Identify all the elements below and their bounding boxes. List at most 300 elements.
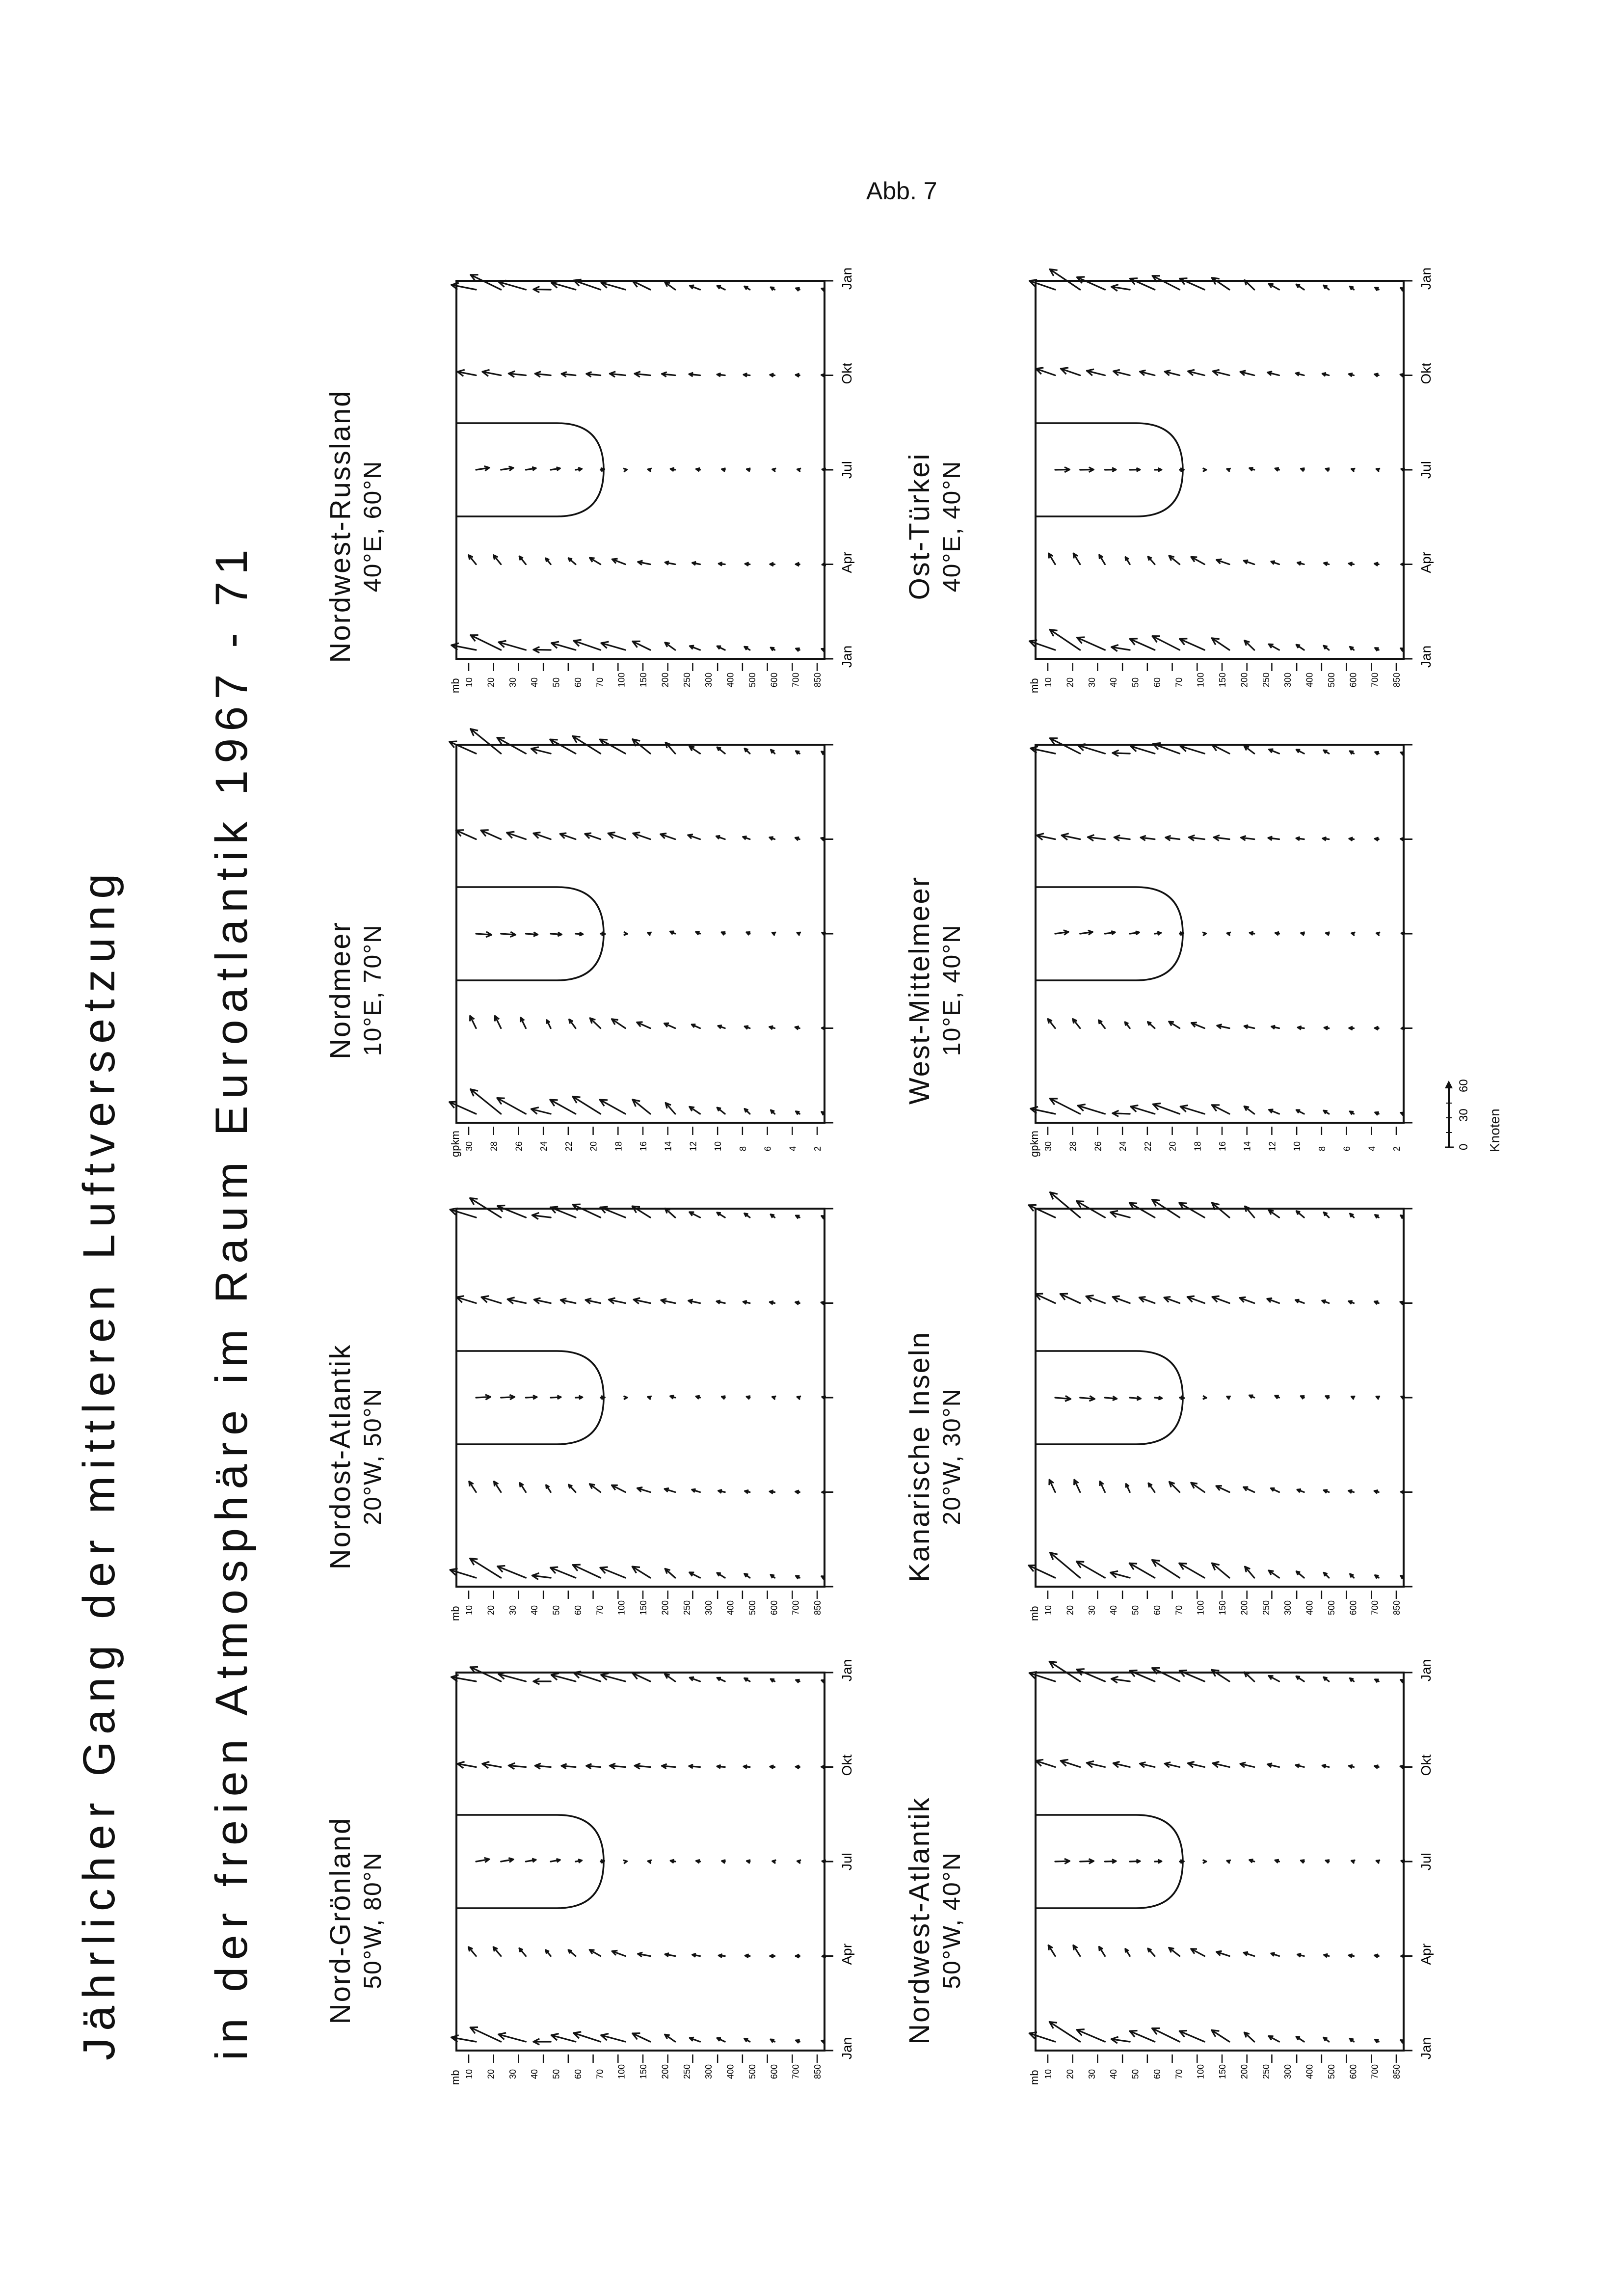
level-tick-label: 40 [1109,1605,1119,1615]
wind-vector-arrow [601,281,625,290]
wind-vector-arrow [1029,2032,1055,2042]
level-tick-label: 200 [660,672,670,687]
wind-vector-arrow [623,468,627,472]
wind-vector-arrow [573,1204,600,1217]
wind-vector-arrow [576,1860,582,1863]
wind-vector-arrow [746,1396,750,1400]
wind-vector-arrow [608,833,625,839]
wind-vector-arrow [1155,1860,1162,1863]
wind-vector-arrow [1269,1109,1279,1114]
wind-vector-arrow [532,1213,551,1219]
wind-vector-arrow [1324,1677,1329,1681]
wind-vector-arrow [1129,1563,1154,1578]
axis-ticks-top [469,663,817,671]
month-label: Okt [839,1754,854,1776]
wind-vector-arrow [1375,2040,1379,2043]
level-tick-label: 18 [1193,1141,1203,1151]
wind-vector-arrow [796,751,800,755]
level-tick-label: 30 [507,2069,518,2079]
wind-vector-arrow [550,1100,576,1114]
wind-vector-arrow [1049,1480,1055,1492]
wind-vector-arrow [1192,1023,1205,1028]
wind-vector-arrow [590,558,601,564]
level-tick-label: 50 [1130,1605,1141,1615]
wind-vector-arrow [452,2035,476,2042]
axis-unit-label: mb [1028,1606,1040,1621]
wind-vector-arrow [1298,562,1304,565]
wind-vector-arrow [1112,645,1130,651]
wind-vector-arrow [452,283,476,290]
wind-vector-arrow [692,562,700,565]
level-tick-label: 400 [725,672,736,687]
wind-vector-arrow [498,1205,526,1217]
wind-vector-arrow [1244,1025,1254,1028]
month-label: Jan [1418,267,1434,290]
wind-vector-arrow [1297,1489,1304,1493]
axis-ticks-top [469,1591,817,1599]
level-tick-label: 150 [639,2064,648,2079]
month-axis [825,268,854,668]
wind-vector-arrow [1152,1668,1180,1681]
level-tick-label: 600 [1348,1600,1358,1615]
wind-vector-arrow [1130,1860,1140,1863]
axis-unit-label: mb [1028,2070,1040,2085]
wind-vector-arrow [456,1296,476,1303]
wind-vector-arrow [610,1763,625,1769]
month-axis [825,1659,854,2059]
wind-vector-arrow [471,729,501,754]
wind-vector-arrow [1030,640,1055,650]
wind-vector-arrow [589,1950,600,1956]
level-tick-label: 850 [813,672,823,687]
wind-vector-arrow [696,932,700,935]
wind-vector-arrow [718,1954,725,1958]
wind-vector-arrow [1269,284,1279,290]
level-tick-label: 500 [747,2064,757,2079]
wind-vector-arrow [665,643,675,650]
wind-vector-arrow [717,1107,725,1114]
station-name-nord-groenland: Nord-Grönland [324,1816,356,2025]
level-tick-label: 20 [486,677,496,687]
wind-vector-arrow [665,1209,675,1218]
wind-vector-arrow [1191,557,1204,564]
wind-vector-arrow [1269,749,1279,754]
wind-vector-arrow [551,1859,560,1862]
wind-vector-arrow [1349,1765,1354,1768]
level-tick-label: 2 [1392,1146,1402,1151]
wind-vector-arrow [717,747,725,754]
wind-vector-arrow [456,830,476,839]
month-axis [1404,745,1412,1123]
wind-vector-arrow [535,372,551,377]
wind-vector-arrow [1187,1296,1204,1303]
wind-vector-arrow [1268,837,1279,840]
wind-vector-arrow [1375,1575,1379,1579]
wind-vector-arrow [1155,468,1162,471]
wind-vector-arrow [717,286,725,290]
level-tick-label: 40 [1109,677,1119,687]
wind-vector-arrow [1179,1563,1204,1578]
level-tick-label: 200 [1239,1600,1250,1615]
wind-vector-arrow [450,1568,476,1578]
wind-vector-arrow [494,555,501,565]
wind-vector-arrow [1268,1763,1279,1767]
wind-vector-arrow [1029,1205,1055,1217]
wind-vector-arrow [1080,467,1094,472]
month-label: Okt [839,362,854,384]
wind-vector-arrow [1141,836,1155,840]
panel-nordost-atlantik [422,1194,844,1621]
wind-vector-arrow [1080,1859,1094,1864]
wind-vector-arrow [1240,371,1254,376]
level-tick-label: 20 [1168,1141,1178,1151]
level-tick-label: 40 [530,1605,540,1615]
wind-vector-arrow [1297,1571,1304,1578]
wind-vector-arrow [1349,1954,1354,1958]
wind-vector-arrow [745,1490,750,1493]
wind-vector-arrow [1352,932,1356,936]
level-tick-label: 150 [639,1600,648,1615]
month-label: Jan [839,2037,854,2059]
wind-vector-arrow [532,1107,551,1114]
wind-vector-arrow [1125,557,1130,565]
wind-vector-arrow [798,1860,801,1864]
wind-vector-arrow [1077,1562,1105,1578]
wind-vector-arrow [745,749,750,754]
wind-vector-arrow [717,1300,725,1304]
wind-vector-arrow [796,2040,800,2043]
level-tick-label: 10 [1043,677,1053,687]
wind-vector-arrow [1170,1482,1180,1492]
scale-tick-0: 0 [1457,1143,1470,1150]
wind-vector-arrow [717,1677,725,1681]
level-tick-label: 18 [613,1141,624,1151]
wind-vector-arrow [450,741,476,754]
wind-vector-arrow [1105,1860,1116,1864]
wind-vector-arrow [771,1679,774,1682]
wind-vector-arrow [499,1673,526,1681]
wind-vector-arrow [552,642,576,650]
level-tick-label: 600 [1348,2064,1358,2079]
wind-vector-arrow [822,1765,825,1769]
wind-vector-arrow [1212,1105,1229,1114]
wind-vector-arrow [632,1567,650,1578]
level-tick-labels [464,2064,823,2079]
wind-vector-arrow [665,2034,675,2042]
month-label: Apr [839,1943,854,1965]
wind-vector-arrow [692,1489,700,1492]
level-tick-label: 250 [1261,672,1271,687]
wind-vector-arrow [1275,1396,1279,1399]
wind-vector-arrow [1105,931,1115,935]
month-label: Jan [1418,2037,1434,2059]
wind-vector-arrow [624,1396,627,1400]
wind-vector-arrow [1111,1676,1130,1683]
wind-vector-arrow [497,1098,526,1114]
wind-vector-arrow [1296,373,1304,376]
wind-vector-arrow [718,1026,725,1029]
wind-vector-arrow [560,833,576,839]
wind-vector-arrow [499,280,526,290]
wind-vector-arrow [1080,930,1092,935]
wind-vector-arrow [692,1953,700,1957]
level-tick-label: 50 [551,1605,561,1615]
wind-vector-arrow [1148,557,1155,565]
wind-vector-arrow [633,2033,650,2042]
level-tick-label: 26 [514,1141,524,1151]
wind-vector-arrow [633,281,650,290]
station-coords-west-mittelmeer: 10°E, 40°N [938,924,965,1056]
wind-vector-arrow [526,1395,536,1399]
wind-vector-arrow [1188,370,1205,376]
wind-vector-arrow [665,1023,675,1028]
wind-vector-arrow [637,1022,650,1028]
wind-vector-arrow [638,561,650,565]
wind-vector-arrow [1078,1105,1105,1114]
level-tick-label: 22 [563,1141,574,1151]
wind-vector-arrow [1152,1560,1180,1578]
wind-vector-arrow [1049,553,1055,564]
month-label: Jan [839,645,854,668]
level-tick-labels [1043,1141,1402,1151]
level-tick-label: 850 [1392,2064,1402,2079]
wind-vector-arrow [1324,646,1329,650]
wind-vector-arrow [532,747,551,754]
wind-vector-arrow [665,1488,675,1492]
wind-vector-arrow [1050,738,1080,754]
wind-vector-arrow [1105,1396,1117,1400]
month-label: Jan [839,1659,854,1681]
wind-vector-arrow [1055,467,1069,472]
station-coords-nordwest-russland: 40°E, 60°N [359,460,386,593]
wind-vector-arrow [507,832,526,839]
wind-vector-arrow [1191,1483,1204,1492]
wind-vector-arrow [1212,1563,1229,1578]
wind-vector-arrow [690,746,700,754]
wind-vector-arrow [796,1679,800,1683]
level-tick-label: 10 [464,677,474,687]
wind-vector-arrow [519,1948,526,1956]
wind-vector-arrow [450,1208,476,1217]
level-tick-label: 700 [1370,672,1380,687]
level-tick-label: 70 [595,2069,605,2079]
wind-vector-arrow [469,1482,476,1492]
level-tick-label: 10 [464,1605,474,1615]
wind-vector-arrow [457,1762,476,1768]
wind-vector-arrow [1326,468,1330,472]
wind-vector-arrow [745,2039,750,2042]
wind-vector-arrow [1130,1396,1141,1400]
level-tick-label: 500 [1326,1600,1336,1615]
wind-vector-arrow [718,562,725,566]
wind-vector-arrow [1152,2028,1180,2042]
wind-vector-arrow [601,642,625,650]
axis-unit-label: mb [449,2070,461,2085]
wind-vector-arrow [574,2032,601,2042]
wind-vector-arrow [1113,1762,1130,1768]
wind-vector-arrow [1169,556,1179,564]
wind-vector-arrow [1213,370,1229,376]
level-tick-label: 8 [1317,1146,1327,1151]
wind-vector-arrow [746,932,750,935]
wind-vector-arrow [1061,368,1080,376]
wind-vector-arrow [1352,1860,1356,1864]
wind-vector-arrow [1349,1301,1354,1304]
wind-vector-arrow [1324,1213,1329,1217]
wind-vector-arrow [770,837,775,840]
wind-vector-arrow [1037,834,1055,840]
wind-vector-arrow [1180,745,1204,754]
level-tick-label: 250 [682,2064,692,2079]
wind-vector-arrow [772,1860,776,1864]
wind-vector-arrow [1250,932,1254,935]
wind-vector-arrow [508,371,526,377]
wind-vector-arrow [1276,932,1279,935]
wind-vector-arrow [1060,1294,1080,1303]
month-axis [1404,1659,1434,2059]
wind-vector-arrow [1374,1490,1379,1494]
wind-vector-arrow [1227,1860,1231,1864]
wind-vector-arrow [1375,837,1379,841]
level-tick-label: 500 [747,1600,757,1615]
wind-vector-arrow [771,648,774,651]
month-axis [1404,1209,1412,1587]
wind-vector-arrow [623,1860,627,1864]
level-tick-label: 700 [791,2064,801,2079]
wind-vector-arrow [1376,468,1380,472]
wind-vector-arrow [1169,1022,1180,1028]
wind-vector-arrow [1055,1396,1070,1401]
level-tick-label: 30 [1087,677,1097,687]
wind-vector-arrow [481,830,501,839]
month-label: Apr [1418,551,1434,573]
level-tick-label: 400 [1304,2064,1315,2079]
wind-vector-arrow [494,1482,501,1492]
month-label: Okt [1418,362,1434,384]
level-tick-label: 150 [1218,2064,1227,2079]
month-label: Jul [839,1853,854,1870]
wind-vector-arrow [546,558,551,564]
wind-vector-arrow [493,1947,501,1956]
wind-vector-arrow [1217,1951,1229,1956]
wind-vector-arrow [770,1954,775,1958]
wind-vector-arrow [476,1858,489,1862]
wind-vector-arrow [1203,1396,1206,1399]
wind-vector-arrow [770,1301,774,1304]
wind-vector-arrow [1111,1211,1130,1217]
wind-vector-arrow [1227,468,1231,472]
wind-vector-arrow [1212,1296,1229,1303]
wind-vector-arrow [1271,1488,1279,1492]
level-tick-label: 60 [1152,677,1162,687]
wind-vector-arrow [745,1678,750,1682]
wind-vector-arrow [551,1567,576,1578]
scale-tick-60: 60 [1457,1079,1470,1092]
level-tick-label: 20 [1065,1605,1075,1615]
wind-vector-arrow [1298,1026,1304,1029]
level-tick-label: 600 [769,2064,779,2079]
level-tick-label: 700 [791,672,801,687]
wind-vector-arrow [662,372,675,377]
level-tick-label: 20 [588,1141,599,1151]
wind-vectors [450,729,826,1115]
wind-vector-arrow [1212,638,1229,650]
wind-vector-arrow [770,1765,775,1769]
wind-vector-arrow [1227,932,1231,936]
wind-vector-arrow [722,468,726,472]
wind-vector-arrow [1296,837,1304,840]
wind-vector-arrow [533,1678,551,1684]
wind-vector-arrow [1275,1860,1279,1863]
level-tick-labels [1043,2064,1402,2079]
wind-vector-arrow [771,1215,774,1218]
wind-vector-arrow [717,836,725,839]
level-tick-label: 250 [682,1600,692,1615]
wind-vector-arrow [471,1089,501,1114]
wind-vector-arrow [1099,1946,1105,1956]
wind-vector-arrow [1077,2029,1105,2042]
wind-vector-arrow [1212,2030,1229,2042]
wind-vector-arrow [662,1764,675,1768]
wind-vector-arrow [772,1396,776,1400]
level-tick-label: 12 [1267,1141,1277,1151]
wind-vector-arrow [1180,1105,1204,1114]
wind-vector-arrow [1055,1859,1069,1864]
wind-vector-arrow [1217,1025,1229,1029]
wind-vector-arrow [1324,1573,1329,1578]
level-tick-label: 30 [507,677,518,687]
station-coords-ost-tuerkei: 40°E, 40°N [938,460,965,593]
wind-vector-arrow [501,1858,513,1863]
level-tick-label: 200 [1239,2064,1250,2079]
wind-vector-arrow [1077,637,1105,650]
wind-vector-arrow [633,1100,650,1114]
wind-vector-arrow [1268,372,1279,376]
wind-vector-arrow [508,1763,526,1769]
wind-vector-arrow [690,1572,700,1578]
wind-vector-arrow [1349,1490,1354,1493]
station-coords-nordwest-atlantik: 50°W, 40°N [938,1852,965,1989]
wind-vector-arrow [1301,932,1305,936]
wind-vector-arrow [501,1395,515,1400]
wind-vector-arrow [661,1299,675,1304]
wind-vector-arrow [1203,468,1206,472]
month-label: Jul [1418,461,1434,479]
wind-vector-arrow [772,932,776,935]
wind-vector-arrow [797,932,801,935]
wind-vector-arrow [1088,835,1105,841]
wind-vector-arrow [1326,1860,1330,1864]
wind-vector-arrow [1350,2039,1354,2042]
wind-vector-arrow [1375,1215,1379,1218]
wind-vector-arrow [568,558,575,565]
wind-vector-arrow [1377,932,1381,936]
wind-vector-arrow [450,1102,476,1114]
level-tick-label: 28 [489,1141,499,1151]
wind-vector-arrow [1155,1396,1162,1400]
level-tick-label: 24 [1118,1141,1128,1151]
wind-vector-arrow [796,1490,800,1494]
wind-vector-arrow [612,559,625,564]
wind-vector-arrow [469,555,476,565]
wind-vector-arrow [696,468,700,471]
level-tick-label: 70 [595,677,605,687]
wind-vector-arrow [1245,1567,1254,1578]
wind-vector-arrow [612,1485,626,1492]
level-tick-label: 24 [539,1141,549,1151]
wind-vector-arrow [1077,277,1105,290]
wind-vector-arrow [689,373,700,377]
